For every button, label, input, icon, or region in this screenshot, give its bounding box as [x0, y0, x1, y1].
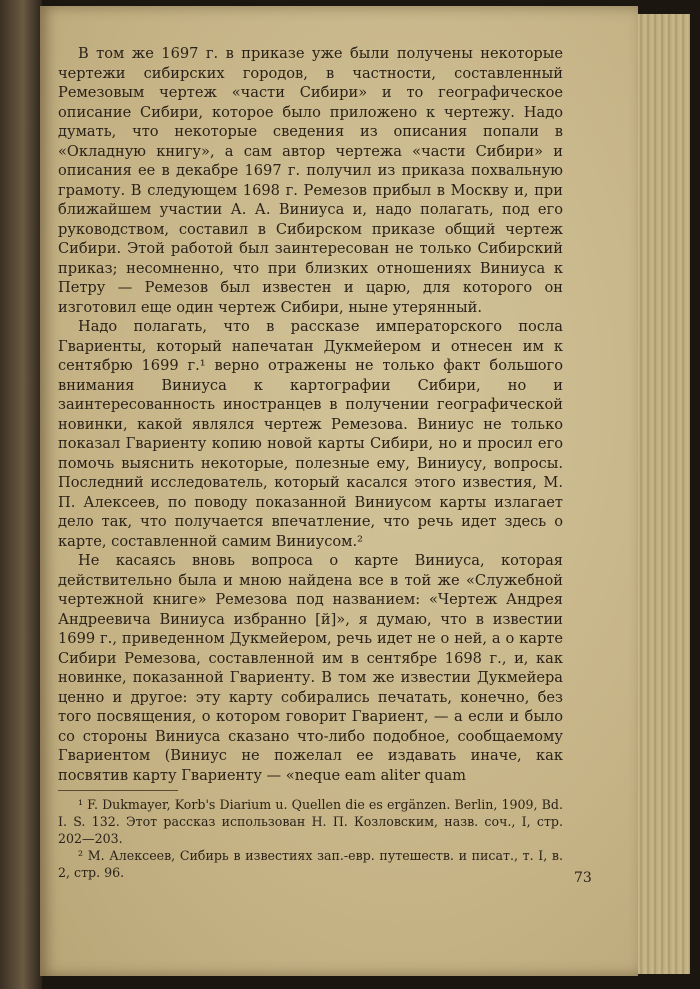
- footnotes: [58, 796, 563, 881]
- footnote-divider: [58, 790, 178, 791]
- page-stack-edges: [636, 14, 690, 974]
- previous-page-edge: [0, 0, 42, 989]
- footnote-2: ² М. Алексеев, Сибирь в известиях зап.-евр. путешеств. и писат., т. I, в. 2, стр. 96.: [58, 848, 563, 880]
- footnote-1: ¹ F. Dukmayer, Korb's Diarium u. Quellen die es ergänzen. Berlin, 1909, Bd. I. S. 132. Этот рассказ использован Н. П. Козловским, назв. соч., I, стр. 202—203.: [58, 797, 563, 846]
- main-text: [58, 44, 563, 785]
- paragraph-3: Не касаясь вновь вопроса о карте Виниуса, которая действительно была и мною найдена все в той же «Служебной чертежной книге» Ремезова под названием: «Чертеж Андрея Андреевича Виниуса избранно [й]», я думаю, что в известии 1699 г., приведенном Дукмейером, речь идет не о ней, а о карте Сибири Ремезова, составленной им в сентябре 1698 г., и, как новинке, показанной Гвариенту. В том же известии Дукмейера ценно и другое: эту карту собирались печатать, конечно, без того посвящения, о котором говорит Гвариент, — а если и было со стороны Виниуса сказано что-либо подобное, сообщаемому Гвариентом (Виниус не пожелал ее издавать иначе, как посвятив карту Гвариенту — «neque eam aliter quam: [58, 552, 563, 784]
- page-number: 73: [574, 870, 592, 886]
- paragraph-2: Надо полагать, что в рассказе императорского посла Гвариенты, который напечатан Дукмейером и отнесен им к сентябрю 1699 г.¹ верно отражены не только факт большого внимания Виниуса к картографии Сибири, но и заинтересованность иностранцев в получении географической новинки, какой являлся чертеж Ремезова. Виниус не только показал Гвариенту копию новой карты Сибири, но и просил его помочь выяснить некоторые, полезные ему, Виниусу, вопросы. Последний исследователь, который касался этого известия, М. П. Алексеев, по поводу показанной Виниусом карты излагает дело так, что получается впечатление, что речь идет здесь о карте, составленной самим Виниусом.²: [58, 318, 563, 550]
- paragraph-1: В том же 1697 г. в приказе уже были получены некоторые чертежи сибирских городов, в частности, составленный Ремезовым чертеж «части Сибири» и то географическое описание Сибири, которое было приложено к чертежу. Надо думать, что некоторые сведения из описания попали в «Окладную книгу», а сам автор чертежа «части Сибири» и описания ее в декабре 1697 г. получил из приказа похвальную грамоту. В следующем 1698 г. Ремезов прибыл в Москву и, при ближайшем участии А. А. Виниуса и, надо полагать, под его руководством, составил в Сибирском приказе общий чертеж Сибири. Этой работой был заинтересован не только Сибирский приказ; несомненно, что при близких отношениях Виниуса к Петру — Ремезов был известен и царю, для которого он изготовил еще один чертеж Сибири, ныне утерянный.: [58, 45, 563, 316]
